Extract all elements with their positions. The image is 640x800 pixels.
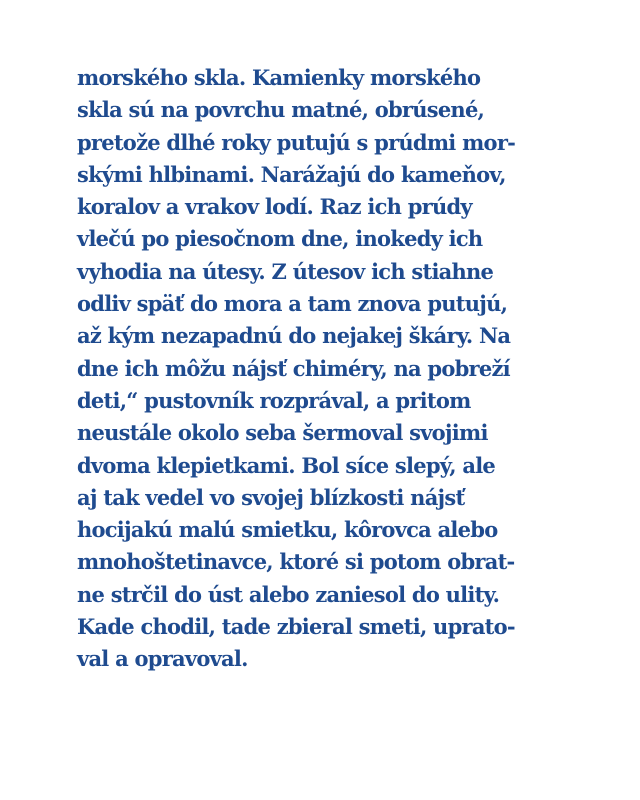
text-line: mnohoštetinavce, ktoré si potom obrat- xyxy=(77,549,515,575)
text-line: val a opravoval. xyxy=(77,646,248,672)
text-line: až kým nezapadnú do nejakej škáry. Na xyxy=(77,323,511,349)
text-line: skla sú na povrchu matné, obrúsené, xyxy=(77,97,485,123)
text-line: deti,“ pustovník rozprával, a pritom xyxy=(77,387,471,413)
text-line: aj tak vedel vo svojej blízkosti nájsť xyxy=(77,484,465,510)
text-line: odliv späť do mora a tam znova putujú, xyxy=(77,291,508,317)
text-line: dne ich môžu nájsť chiméry, na pobreží xyxy=(77,355,510,381)
text-line: vyhodia na útesy. Z útesov ich stiahne xyxy=(77,258,494,284)
text-line: neustále okolo seba šermoval svojimi xyxy=(77,420,488,446)
text-line: Kade chodil, tade zbieral smeti, uprato- xyxy=(77,614,515,640)
body-text xyxy=(77,62,577,676)
text-line: morského skla. Kamienky morského xyxy=(77,65,481,90)
text-line: ne strčil do úst alebo zaniesol do ulity. xyxy=(77,581,500,607)
text-line: dvoma klepietkami. Bol síce slepý, ale xyxy=(77,452,496,478)
text-line: vlečú po piesočnom dne, inokedy ich xyxy=(77,226,483,252)
text-line: pretože dlhé roky putujú s prúdmi mor- xyxy=(77,129,516,155)
text-line: skými hlbinami. Narážajú do kameňov, xyxy=(77,161,506,187)
text-line: hocijakú malú smietku, kôrovca alebo xyxy=(77,517,498,543)
text-line: koralov a vrakov lodí. Raz ich prúdy xyxy=(77,194,472,220)
